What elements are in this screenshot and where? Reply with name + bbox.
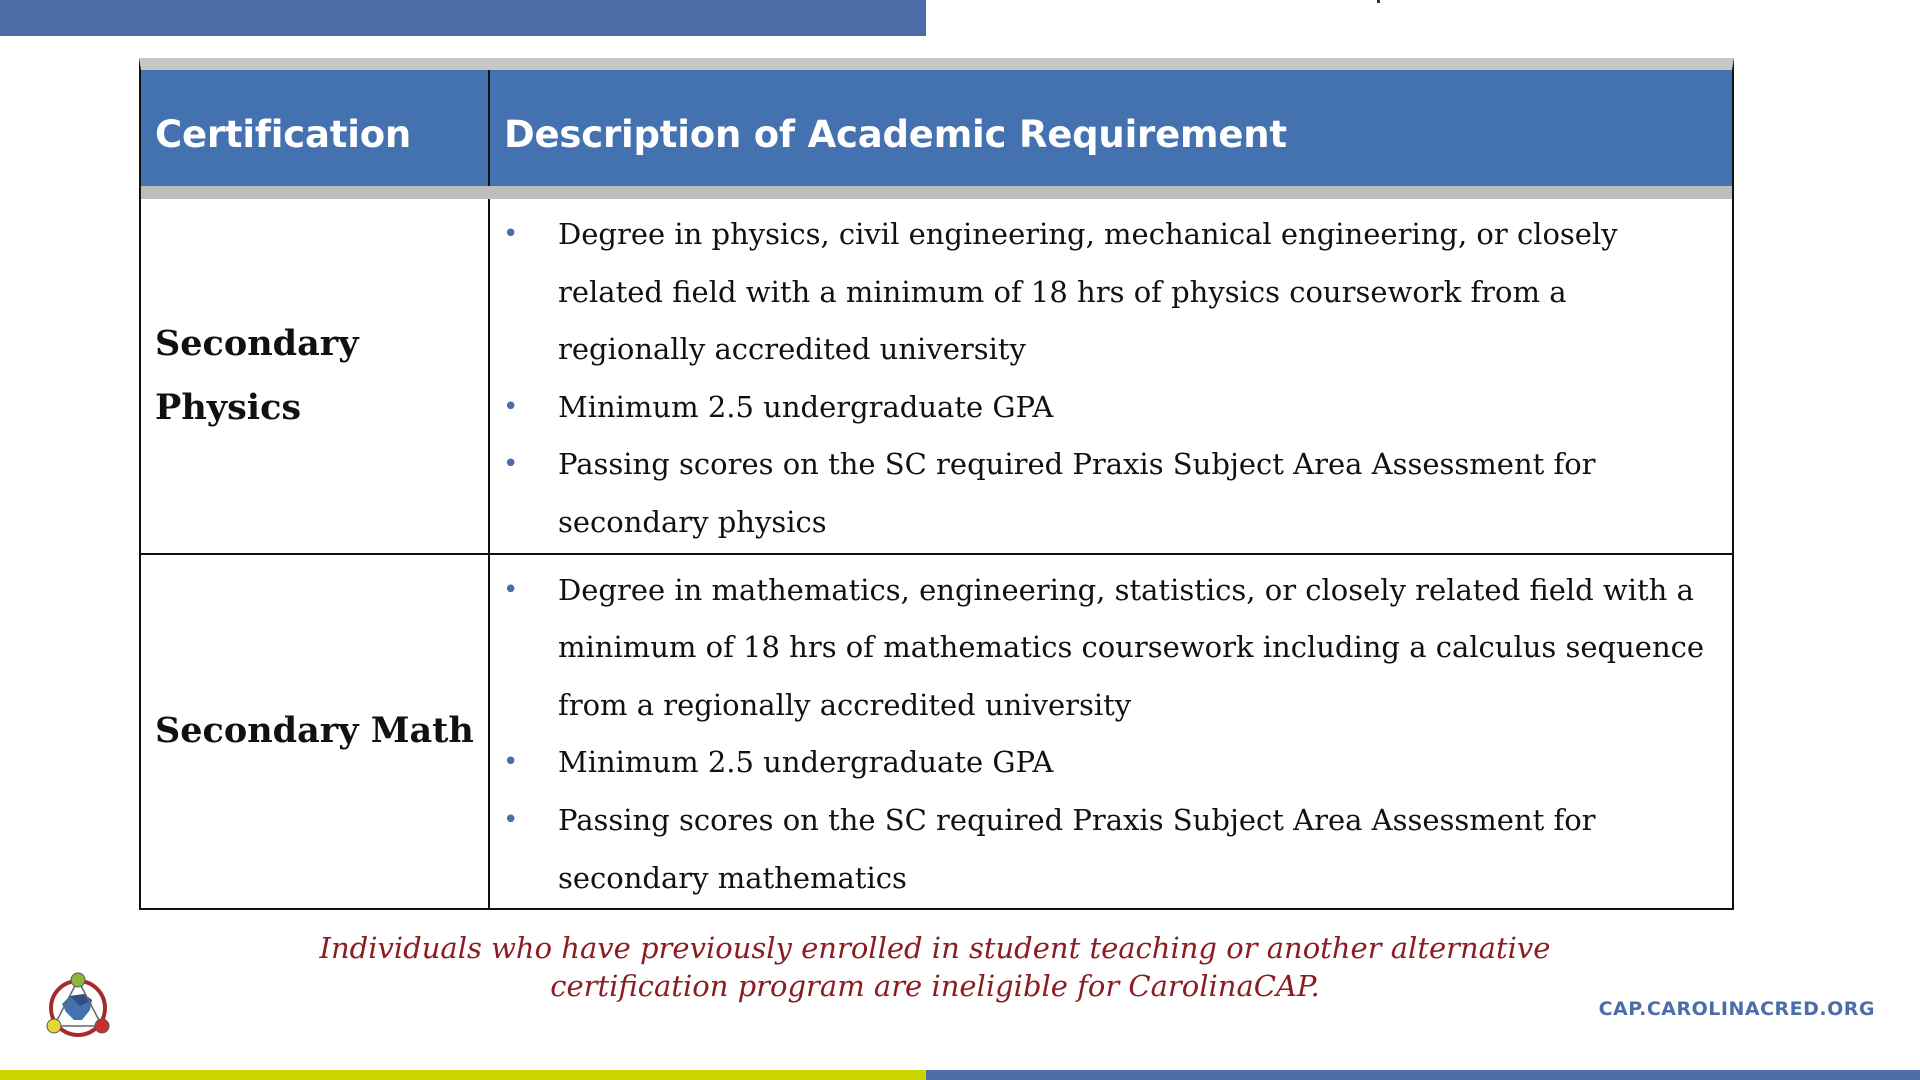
website-url[interactable]: CAP.CAROLINACRED.ORG: [1598, 998, 1875, 1020]
certification-name-line: Physics: [155, 386, 302, 428]
requirement-item: • Passing scores on the SC required Praxis Subject Area Assessment for secondary physics: [490, 436, 1718, 551]
requirements-table: [139, 58, 1734, 910]
requirement-item: • Minimum 2.5 undergraduate GPA: [490, 734, 1718, 792]
certification-name: [155, 312, 359, 440]
eligibility-note: [0, 929, 1870, 1005]
carolina-cap-logo-icon: [40, 970, 120, 1040]
certification-name: [155, 699, 474, 763]
requirements-cell: [490, 555, 1732, 909]
requirements-list: [490, 199, 1732, 553]
requirement-item: • Minimum 2.5 undergraduate GPA: [490, 379, 1718, 437]
certification-name-line: Secondary Math: [155, 710, 474, 752]
table-header-row: [141, 70, 1732, 199]
certification-name-line: Secondary: [155, 322, 359, 364]
table-row-secondary-math: [141, 555, 1732, 909]
certification-cell: [141, 555, 490, 909]
requirements-list: [490, 555, 1732, 909]
top-dot: [1377, 0, 1380, 3]
header-description-label: Description of Academic Requirement: [504, 113, 1287, 156]
header-cell-description: [490, 70, 1732, 186]
requirements-cell: [490, 199, 1732, 553]
header-certification-label: Certification: [155, 113, 412, 156]
bottom-accent-bar-blue: [926, 1070, 1920, 1080]
top-accent-bar: [0, 0, 926, 36]
header-cell-certification: [141, 70, 490, 186]
certification-cell: [141, 199, 490, 553]
eligibility-note-line: Individuals who have previously enrolled in student teaching or another alternative: [319, 931, 1551, 965]
requirement-item: • Degree in physics, civil engineering, mechanical engineering, or closely related field with a minimum of 18 hrs of physics coursework from a regionally accredited university: [490, 206, 1718, 379]
eligibility-note-line: certification program are ineligible for CarolinaCAP.: [550, 969, 1320, 1003]
table-row-secondary-physics: [141, 199, 1732, 555]
requirement-item: • Degree in mathematics, engineering, statistics, or closely related field with a minimum of 18 hrs of mathematics coursework including a calculus sequence from a regionally accredited university: [490, 562, 1718, 735]
requirement-item: • Passing scores on the SC required Praxis Subject Area Assessment for secondary mathematics: [490, 792, 1718, 907]
bottom-accent-bar-green: [0, 1070, 926, 1080]
